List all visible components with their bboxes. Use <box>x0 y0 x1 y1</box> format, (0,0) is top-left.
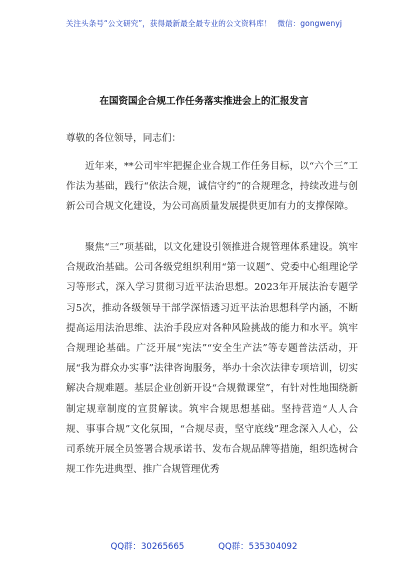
wechat-id: 微信：gongwenyj <box>277 19 343 28</box>
footer-qq-groups <box>0 540 408 552</box>
paragraph-block-2 <box>66 238 358 480</box>
paragraph: 聚焦“三”项基础，以文化建设引领推进合规管理体系建设。筑牢合规政治基础。公司各级党组织利用“第一议题”、党委中心组理论学习等形式，深入学习贯彻习近平法治思想。2023年开展法治专题学习5次，推动各级领导干部学深悟透习近平法治思想科学内涵，不断提高运用法治思维、法治手段应对各种风险挑战的能力和水平。筑牢合规理论基础。广泛开展“宪法”“安全生产法”等专题普法活动，开展“我为群众办实事”法律咨询服务，举办十余次法律专项培训，切实解决合规难题。基层企业创新开设“合规微课堂”，有针对性地围绕新制定规章制度的宣贯解读。筑牢合规思想基础。坚持营造“人人合规、事事合规”文化氛围，“合规尽责，坚守底线”理念深入人心，公司系统开展全员签署合规承诺书、发布合规品牌等措施，组织选树合规工作先进典型、推广合规管理优秀 <box>66 242 358 476</box>
paragraph: 近年来，**公司牢牢把握企业合规工作任务目标，以“六个三”工作法为基础，践行“依法合规，诚信守约”的合规理念，持续改进与创新公司合规文化建设，为公司高质量发展提供更加有力的支撑保障。 <box>66 161 358 213</box>
qq-group-2: QQ群：535304092 <box>218 542 298 552</box>
header-promo-banner <box>0 18 408 29</box>
qq-group-1: QQ群：30265665 <box>110 542 185 552</box>
document-title: 在国资国企合规工作任务落实推进会上的汇报发言 <box>99 96 309 107</box>
salutation: 尊敬的各位领导，同志们： <box>66 133 182 144</box>
salutation-block <box>66 129 358 149</box>
paragraph-block-1 <box>66 157 358 218</box>
promo-text: 关注头条号“公文研究”，获得最新最全最专业的公文资料库！ <box>65 19 272 28</box>
